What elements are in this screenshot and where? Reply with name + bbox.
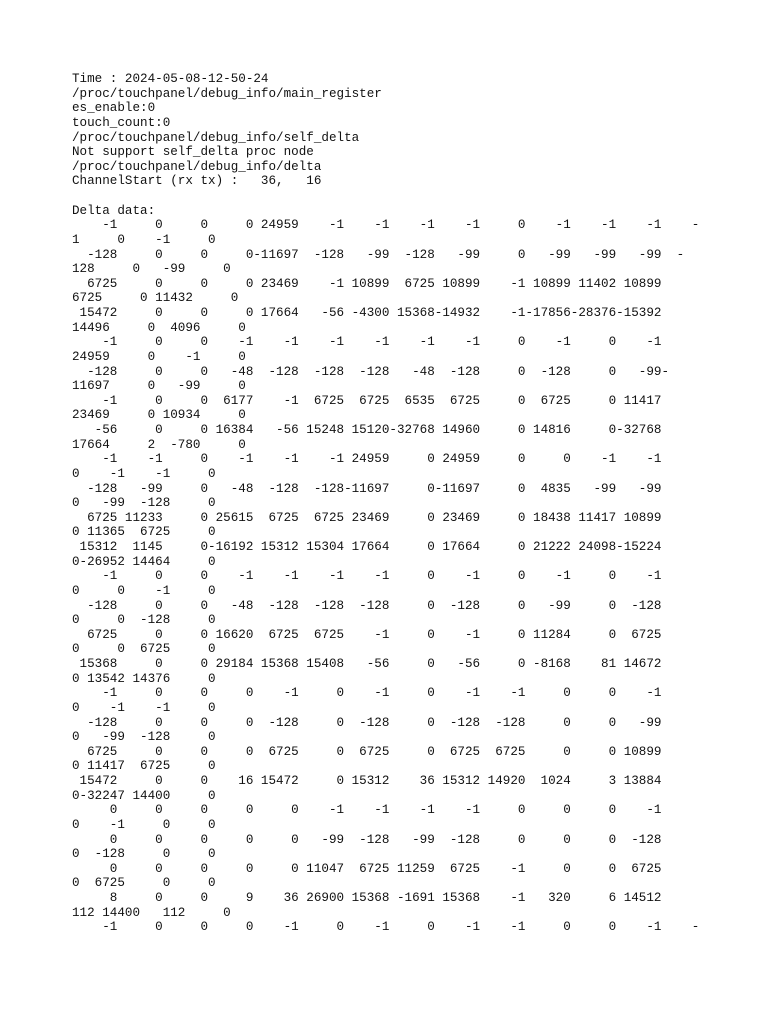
text-line: 0 -1 0 0	[72, 817, 216, 832]
text-line: 128 0 -99 0	[72, 262, 231, 277]
text-line: 0-26952 14464 0	[72, 554, 216, 569]
text-line: Time : 2024-05-08-12-50-24	[72, 72, 269, 86]
text-line: 0 -1 -1 0	[72, 466, 216, 481]
text-line: ChannelStart (rx tx) : 36, 16	[72, 174, 322, 189]
text-line	[72, 189, 712, 204]
text-line: -128 0 0 0 -128 0 -128 0 -128 -128 0 0 -99	[72, 715, 662, 730]
text-line: -1 0 0 0 -1 0 -1 0 -1 -1 0 0 -1 -	[72, 920, 700, 935]
text-line: 6725 0 0 16620 6725 6725 -1 0 -1 0 11284 0 6725	[72, 627, 662, 642]
text-line: 15368 0 0 29184 15368 15408 -56 0 -56 0 -8168 81 14672	[72, 657, 662, 671]
text-line: -128 -99 0 -48 -128 -128-11697 0-11697 0 4835 -99 -99	[72, 481, 662, 496]
text-line: 0 -99 -128 0	[72, 730, 216, 745]
text-line: /proc/touchpanel/debug_info/main_register	[72, 86, 382, 101]
log-text	[72, 72, 712, 935]
text-line: 6725 11233 0 25615 6725 6725 23469 0 23469 0 18438 11417 10899	[72, 510, 662, 525]
text-line: Delta data:	[72, 203, 156, 218]
text-line: es_enable:0	[72, 101, 156, 116]
text-line: 0 -128 0 0	[72, 847, 216, 862]
text-line: /proc/touchpanel/debug_info/delta	[72, 159, 322, 174]
text-line: 15472 0 0 16 15472 0 15312 36 15312 14920 1024 3 13884	[72, 774, 662, 788]
text-line: -1 0 0 -1 -1 -1 -1 0 -1 0 -1 0 -1	[72, 569, 662, 584]
text-line: 0 -1 -1 0	[72, 700, 216, 715]
text-line: -1 0 0 6177 -1 6725 6725 6535 6725 0 6725 0 11417	[72, 393, 662, 408]
text-line: 0 11417 6725 0	[72, 759, 216, 774]
text-line: Not support self_delta proc node	[72, 145, 314, 160]
text-line: 14496 0 4096 0	[72, 320, 246, 335]
text-line: 6725 0 0 0 6725 0 6725 0 6725 6725 0 0 10899	[72, 744, 662, 759]
text-line: 0 11365 6725 0	[72, 525, 216, 540]
text-line: 23469 0 10934 0	[72, 408, 246, 423]
text-line: 0 0 0 0 0 11047 6725 11259 6725 -1 0 0 6725	[72, 861, 662, 876]
text-line: -128 0 0 -48 -128 -128 -128 0 -128 0 -99 0 -128	[72, 598, 662, 613]
text-line: -1 -1 0 -1 -1 -1 24959 0 24959 0 0 -1 -1	[72, 452, 662, 467]
text-line: 15472 0 0 0 17664 -56 -4300 15368-14932 -1-17856-28376-15392	[72, 306, 662, 320]
text-line: 0 0 0 0 0 -1 -1 -1 -1 0 0 0 -1	[72, 803, 662, 818]
text-line: 15312 1145 0-16192 15312 15304 17664 0 17664 0 21222 24098-15224	[72, 540, 662, 554]
text-line: -128 0 0 -48 -128 -128 -128 -48 -128 0 -128 0 -99-	[72, 364, 670, 379]
text-line: 6725 0 0 0 23469 -1 10899 6725 10899 -1 10899 11402 10899	[72, 276, 662, 291]
text-line: 0 0 6725 0	[72, 642, 216, 657]
text-line: -1 0 0 0 24959 -1 -1 -1 -1 0 -1 -1 -1 -	[72, 218, 700, 233]
text-line: 8 0 0 9 36 26900 15368 -1691 15368 -1 320 6 14512	[72, 891, 662, 905]
text-line: 0 -99 -128 0	[72, 496, 216, 511]
text-line: 24959 0 -1 0	[72, 349, 246, 364]
text-line: /proc/touchpanel/debug_info/self_delta	[72, 130, 360, 145]
text-line: 6725 0 11432 0	[72, 291, 239, 306]
text-line: 11697 0 -99 0	[72, 379, 246, 394]
text-line: 0 13542 14376 0	[72, 671, 216, 686]
text-line: 112 14400 112 0	[72, 905, 231, 920]
text-line: -1 0 0 0 -1 0 -1 0 -1 -1 0 0 -1	[72, 686, 662, 701]
text-line: -56 0 0 16384 -56 15248 15120-32768 14960 0 14816 0-32768	[72, 423, 662, 437]
text-line: -128 0 0 0-11697 -128 -99 -128 -99 0 -99 -99 -99 -	[72, 247, 685, 262]
text-line: 0 6725 0 0	[72, 876, 216, 891]
text-line: 0 0 -128 0	[72, 613, 216, 628]
text-line: 0 0 0 0 0 -99 -128 -99 -128 0 0 0 -128	[72, 832, 662, 847]
text-line: 1 0 -1 0	[72, 232, 216, 247]
text-line: touch_count:0	[72, 115, 171, 130]
text-line: 0 0 -1 0	[72, 583, 216, 598]
text-line: 0-32247 14400 0	[72, 788, 216, 803]
text-line: -1 0 0 -1 -1 -1 -1 -1 -1 0 -1 0 -1	[72, 335, 662, 350]
text-line: 17664 2 -780 0	[72, 437, 246, 452]
